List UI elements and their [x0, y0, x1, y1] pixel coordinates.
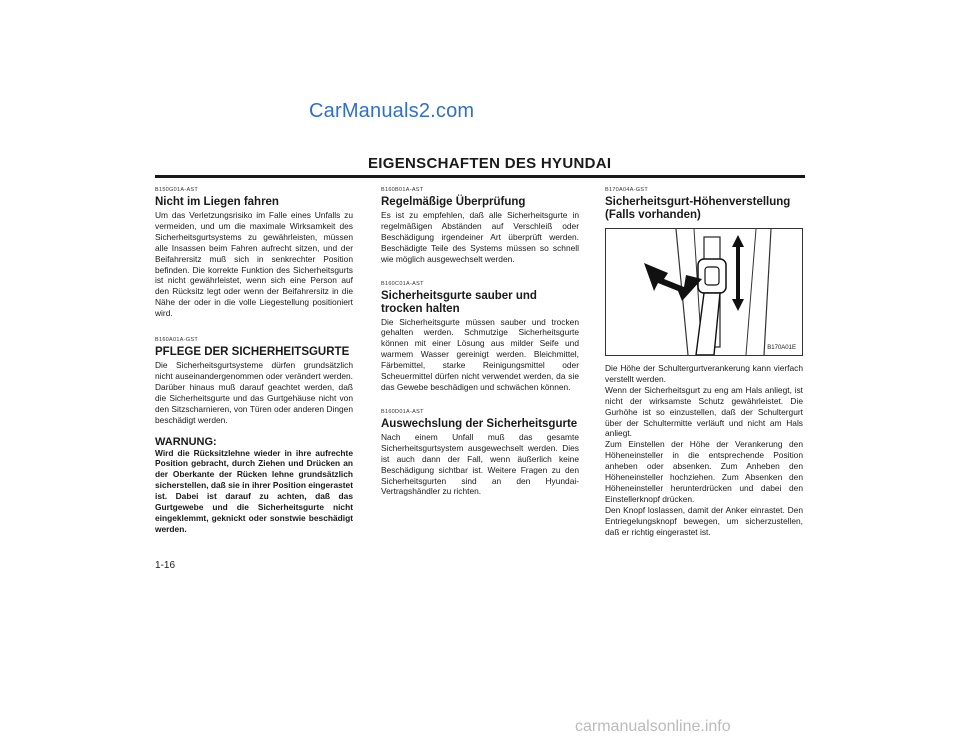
section-heading: Auswechslung der Sicherheitsgurte — [381, 417, 578, 430]
section-code: B160D01A-AST — [381, 408, 424, 415]
column-2 — [381, 187, 579, 497]
section-code: B160A01A-GST — [155, 337, 199, 344]
section-heading: Nicht im Liegen fahren — [155, 196, 279, 208]
section-heading: PFLEGE DER SICHERHEITSGURTE — [155, 346, 350, 359]
footer-watermark: carmanualsonline.info — [575, 718, 731, 735]
section-body: Um das Verletzungsrisiko im Falle eines Unfalls zu vermeiden, und um die maximale Wirksamkeit des Sicherheitsgurtsystems zu gewährleisten, müssen alle Insassen beim Fahren aufrecht sitzen, und der Beifahrersitz muß sich in senkrechter Position befinden. Die korrekte Funktion des Sicherheitsgurts ist nicht gewährleistet, wenn sich eine Person auf den Rücksitz legt oder wenn der Beifahrersitz in die Nähe der oder in die volle Liegestellung positioniert wird. — [155, 210, 353, 319]
warning-heading: WARNUNG: — [155, 435, 217, 448]
seatbelt-illustration — [606, 229, 802, 355]
push-arrow-icon — [644, 263, 702, 301]
section-body: Die Sicherheitsgurte müssen sauber und trocken gehalten werden. Schmutzige Sicherheitsgurte können mit einer Lösung aus milder Seife und warmem Wasser gereinigt werden. Bleichmittel, Färbemittel, starke Reinigungsmittel oder Scheuermittel dürfen nicht verwendet werden, da sie das Gewebe beschädigen und schwächen können. — [381, 316, 579, 392]
section-body: Die Sicherheitsgurtsysteme dürfen grundsätzlich nicht auseinandergenommen oder verändert werden. Darüber hinaus muß darauf geachtet werden, daß die Sicherheitsgurte und das Gurtgehäuse nicht von den Sitzscharnieren, von Türen oder anderen Dingen beschädigt werden. — [155, 360, 353, 425]
seatbelt-height-adjuster-figure — [605, 228, 803, 356]
header-rule — [155, 175, 805, 178]
section-body: Die Höhe der Schultergurtverankerung kann vierfach verstellt werden. Wenn der Sicherheitsgurt zu eng am Hals anliegt, ist nicht der wirksamste Schutz gewährleistet. Die Gurhöhe ist so einzustellen, daß der Schultergurt über der Schultermitte verläuft und nicht am Hals anliegt. Zum Einstellen der Höhe der Verankerung den Höheneinsteller in die entsprechende Position anheben oder absenken. Zum Anheben den Höheneinsteller hochziehen. Zum Absenken den Höheneinsteller herunterdrücken und dabei den Einstellerknopf drücken. Den Knopf loslassen, damit der Anker einrastet. Den Entriegelungsknopf bewegen, um sicherzustellen, daß er richtig eingerastet ist. — [605, 363, 803, 537]
section-code: B160B01A-AST — [381, 187, 424, 193]
column-3 — [605, 187, 803, 538]
figure-label: B170A01E — [767, 345, 796, 351]
column-1 — [155, 187, 353, 535]
section-heading: Sicherheitsgurte sauber und trocken halten — [381, 289, 537, 315]
up-down-arrow-icon — [732, 235, 744, 311]
watermark-logo: CarManuals2.com — [309, 100, 475, 122]
section-heading: Regelmäßige Überprüfung — [381, 196, 526, 208]
page-title: EIGENSCHAFTEN DES HYUNDAI — [368, 155, 612, 172]
section-code: B160C01A-AST — [381, 280, 424, 287]
section-code: B170A04A-GST — [605, 187, 649, 193]
section-body: Es ist zu empfehlen, daß alle Sicherheitsgurte in regelmäßigen Abständen auf Verschleiß oder Beschädigung irgendeiner Art überprüft werden. Beschädigte Teile des Systems müssen so schnell wie möglich ausgewechselt werden. — [381, 210, 579, 264]
warning-body: Wird die Rücksitzlehne wieder in ihre aufrechte Position gebracht, durch Ziehen und Drücken an der Oberkante der Rücken lehne grundsätzlich sicherstellen, daß sie in ihrer Position eingerastet ist. Dabei ist darauf zu achten, daß das Gurtgewebe und die Sicherheitsgurte nicht eingeklemmt, geknickt oder sonstwie beschädigt werden. — [155, 447, 353, 534]
section-heading: Sicherheitsgurt-Höhenverstellung (Falls vorhanden) — [605, 196, 791, 221]
page-number: 1-16 — [155, 560, 176, 571]
section-code: B150G01A-AST — [155, 187, 199, 193]
section-body: Nach einem Unfall muß das gesamte Sicherheitsgurtsystem ausgewechselt werden. Dies ist auch dann der Fall, wenn äußerlich keine Beschädigung sichtbar ist. Weitere Fragen zu den Sicherheitsgurten sind an den Hyundai-Vertragshändler zu richten. — [381, 431, 579, 497]
